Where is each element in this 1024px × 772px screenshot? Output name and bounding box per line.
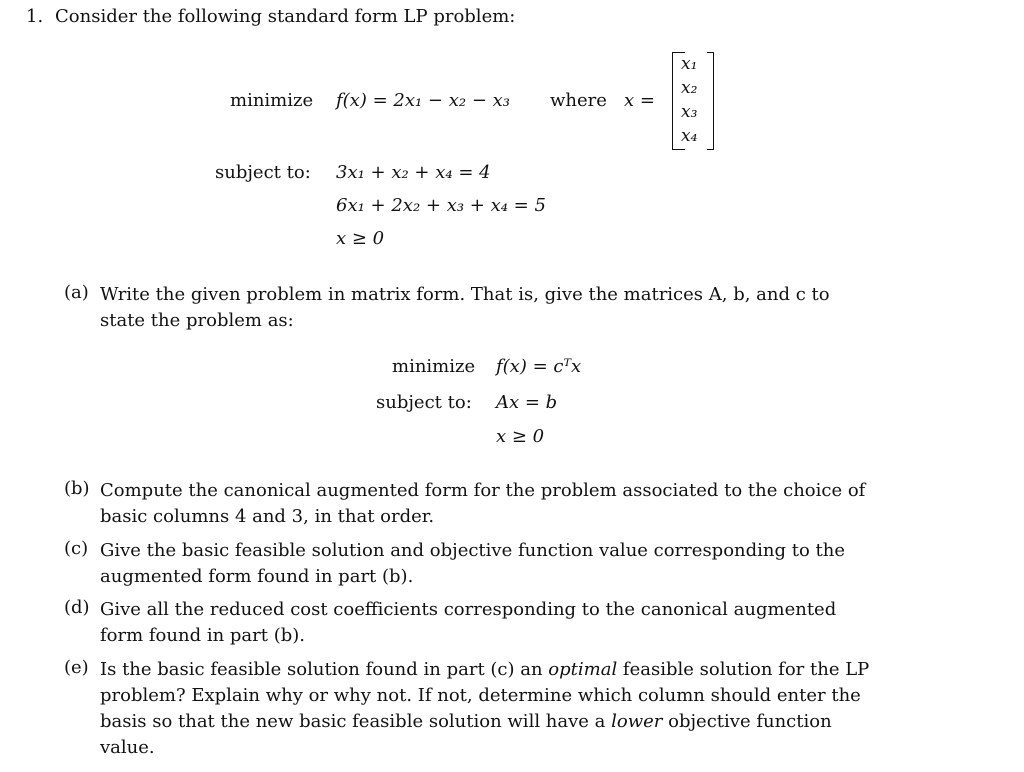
matrix-subject-to: subject to: [376, 392, 472, 413]
problem-intro: Consider the following standard form LP problem: [55, 6, 516, 27]
x-equals: x = [624, 90, 655, 111]
part-e-text-1: Is the basic feasible solution found in part (c) an [100, 659, 549, 680]
vector-entry: x₂ [681, 78, 698, 98]
part-d-text: Give all the reduced cost coefficients corresponding to the canonical augmented form found in part (b). [100, 599, 837, 646]
objective-function: f(x) = 2x₁ − x₂ − x₃ [336, 90, 510, 111]
part-a-label: (a) [64, 282, 89, 303]
part-e-label: (e) [64, 657, 89, 678]
subject-to-label: subject to: [215, 162, 311, 183]
part-c-text: Give the basic feasible solution and objective function value corresponding to the augmented form found in part (b). [100, 540, 846, 587]
part-e-text-3: objective function value. [100, 711, 832, 758]
problem-number: 1. [26, 6, 44, 27]
vector-entry: x₃ [681, 102, 698, 122]
part-a-text: Write the given problem in matrix form. That is, give the matrices A, b, and c to state the problem as: [100, 284, 830, 331]
part-e-text [100, 657, 880, 761]
matrix-objective: f(x) = cᵀx [496, 356, 582, 377]
part-e-lower: lower [611, 711, 663, 732]
vector-entry: x₁ [681, 54, 698, 74]
constraint-1: 3x₁ + x₂ + x₄ = 4 [336, 162, 491, 183]
where-word: where [550, 90, 607, 111]
matrix-constraint: Ax = b [496, 392, 558, 413]
constraint-2: 6x₁ + 2x₂ + x₃ + x₄ = 5 [336, 195, 546, 216]
vector-entry: x₄ [681, 126, 698, 146]
x-vector-matrix [672, 52, 714, 150]
matrix-nonnegativity: x ≥ 0 [496, 426, 545, 447]
part-d-label: (d) [64, 597, 90, 618]
part-e-optimal: optimal [548, 659, 618, 680]
minimize-word: minimize [230, 90, 314, 111]
part-c-label: (c) [64, 538, 89, 559]
matrix-minimize-word: minimize [392, 356, 476, 377]
nonnegativity-constraint: x ≥ 0 [336, 228, 385, 249]
part-b-label: (b) [64, 478, 90, 499]
part-b-text: Compute the canonical augmented form for the problem associated to the choice of basic columns 4 and 3, in that order. [100, 480, 866, 527]
part-e-text-2: feasible solution for the LP problem? Explain why or why not. If not, determine which column should enter the basis so that the new basic feasible solution will have a [100, 659, 870, 732]
